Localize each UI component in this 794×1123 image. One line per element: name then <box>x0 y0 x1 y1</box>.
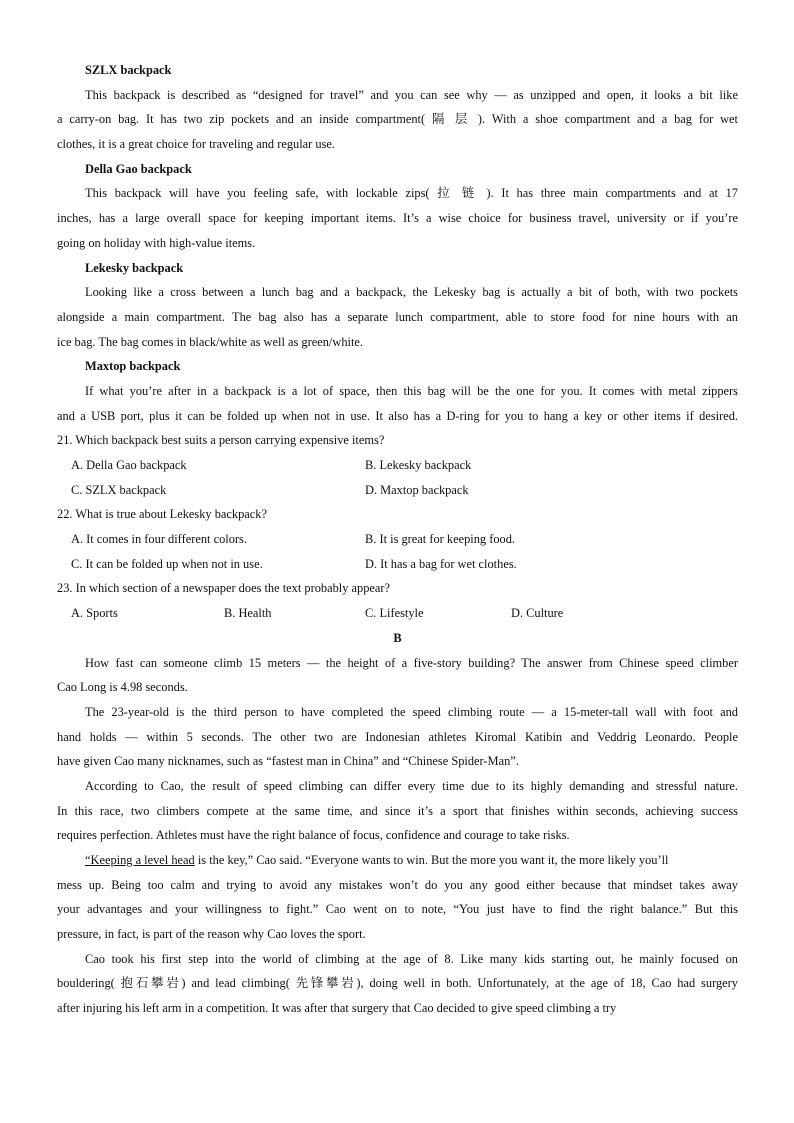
maxtop-line-2: and a USB port, plus it can be folded up when not in use. It also has a D-ring for you to hang a key or other items if desired. <box>57 408 738 423</box>
passage-b-p4-line-2: mess up. Being too calm and trying to avoid any mistakes won’t do you any good either because that mindset takes away <box>57 877 738 892</box>
szlx-line-1: This backpack is described as “designed for travel” and you can see why — as unzipped and open, it looks a bit like <box>85 87 738 102</box>
szlx-title: SZLX backpack <box>85 63 172 77</box>
passage-b-p2-line-2: hand holds — within 5 seconds. The other two are Indonesian athletes Kiromal Katibin and Veddrig Leonardo. People <box>57 729 738 744</box>
passage-b-p2-line-1: The 23-year-old is the third person to have completed the speed climbing route — a 15-meter-tall wall with foot and <box>85 704 738 719</box>
question-22-options-row-1 <box>57 527 738 552</box>
question-23-stem: 23. In which section of a newspaper does the text probably appear? <box>57 581 391 596</box>
passage-b-p2-line-3: have given Cao many nicknames, such as “fastest man in China” and “Chinese Spider-Man”. <box>57 754 519 769</box>
question-23-option-d: D. Culture <box>511 606 564 621</box>
underlined-phrase: “Keeping a level head <box>85 853 195 867</box>
question-22-option-b: B. It is great for keeping food. <box>365 532 516 547</box>
maxtop-title: Maxtop backpack <box>85 359 181 374</box>
della-line-3: going on holiday with high-value items. <box>57 235 256 250</box>
passage-b-p1-line-1: How fast can someone climb 15 meters — the height of a five-story building? The answer from Chinese speed climber <box>85 655 738 670</box>
passage-b-label: B <box>393 630 402 645</box>
passage-b-p4-line-1-rest: is the key,” Cao said. “Everyone wants to win. But the more you want it, the more likely you’ll <box>194 853 669 867</box>
question-23-option-a: A. Sports <box>71 606 118 621</box>
passage-b-p5-line-2: bouldering( 抱石攀岩) and lead climbing( 先锋攀岩), doing well in both. Unfortunately, at the age of 18, Cao had surgery <box>57 976 738 991</box>
passage-b-p4-line-4: pressure, in fact, is part of the reason why Cao loves the sport. <box>57 927 366 942</box>
della-title: Della Gao backpack <box>85 161 192 176</box>
document-page <box>57 58 738 1021</box>
question-22-options-row-2 <box>57 552 738 577</box>
question-23-option-b: B. Health <box>224 606 272 621</box>
question-21-option-d: D. Maxtop backpack <box>365 482 469 497</box>
question-21-options-row-1 <box>57 453 738 478</box>
question-23-option-c: C. Lifestyle <box>365 606 424 621</box>
della-line-2: inches, has a large overall space for keeping important items. It’s a wise choice for business travel, university or if you’re <box>57 211 738 226</box>
lekesky-line-3: ice bag. The bag comes in black/white as well as green/white. <box>57 334 363 349</box>
question-21-options-row-2 <box>57 478 738 503</box>
passage-b-p5-line-1: Cao took his first step into the world of climbing at the age of 8. Like many kids starting out, he mainly focused on <box>85 951 738 966</box>
passage-b-p4-line-1 <box>57 848 738 873</box>
question-22-option-d: D. It has a bag for wet clothes. <box>365 556 517 571</box>
passage-b-p4-line-3: your advantages and your willingness to fight.” Cao went on to note, “You just have to find the right balance.” But this <box>57 902 738 917</box>
question-21-option-a: A. Della Gao backpack <box>71 458 187 472</box>
passage-b-p5-line-3: after injuring his left arm in a competition. It was after that surgery that Cao decided to give speed climbing a try <box>57 1001 617 1016</box>
question-21-option-c: C. SZLX backpack <box>71 482 167 497</box>
lekesky-title: Lekesky backpack <box>85 260 184 275</box>
question-22-option-c: C. It can be folded up when not in use. <box>71 556 263 571</box>
lekesky-line-2: alongside a main compartment. The bag also has a separate lunch compartment, able to store food for nine hours with an <box>57 309 738 324</box>
lekesky-line-1: Looking like a cross between a lunch bag and a backpack, the Lekesky bag is actually a bit of both, with two pockets <box>85 285 738 300</box>
question-22-option-a: A. It comes in four different colors. <box>71 532 247 547</box>
szlx-line-3: clothes, it is a great choice for traveling and regular use. <box>57 137 335 152</box>
della-line-1: This backpack will have you feeling safe, with lockable zips( 拉 链 ). It has three main compartments and at 17 <box>85 186 738 201</box>
question-22-stem: 22. What is true about Lekesky backpack? <box>57 507 267 522</box>
passage-b-p3-line-3: requires perfection. Athletes must have the right balance of focus, confidence and courage to take risks. <box>57 828 570 843</box>
question-23-options-row <box>57 601 738 626</box>
passage-b-p3-line-2: In this race, two climbers compete at the same time, and since it’s a sport that finishes within seconds, achieving success <box>57 803 738 818</box>
maxtop-line-1: If what you’re after in a backpack is a lot of space, then this bag will be the one for you. It comes with metal zippers <box>85 383 738 398</box>
passage-b-p1-line-2: Cao Long is 4.98 seconds. <box>57 680 188 695</box>
szlx-line-2: a carry-on bag. It has two zip pockets and an inside compartment( 隔 层 ). With a shoe compartment and a bag for wet <box>57 112 738 127</box>
question-21-stem: 21. Which backpack best suits a person carrying expensive items? <box>57 433 385 448</box>
passage-b-p3-line-1: According to Cao, the result of speed climbing can differ every time due to its highly demanding and stressful nature. <box>85 778 738 793</box>
question-21-option-b: B. Lekesky backpack <box>365 458 472 472</box>
